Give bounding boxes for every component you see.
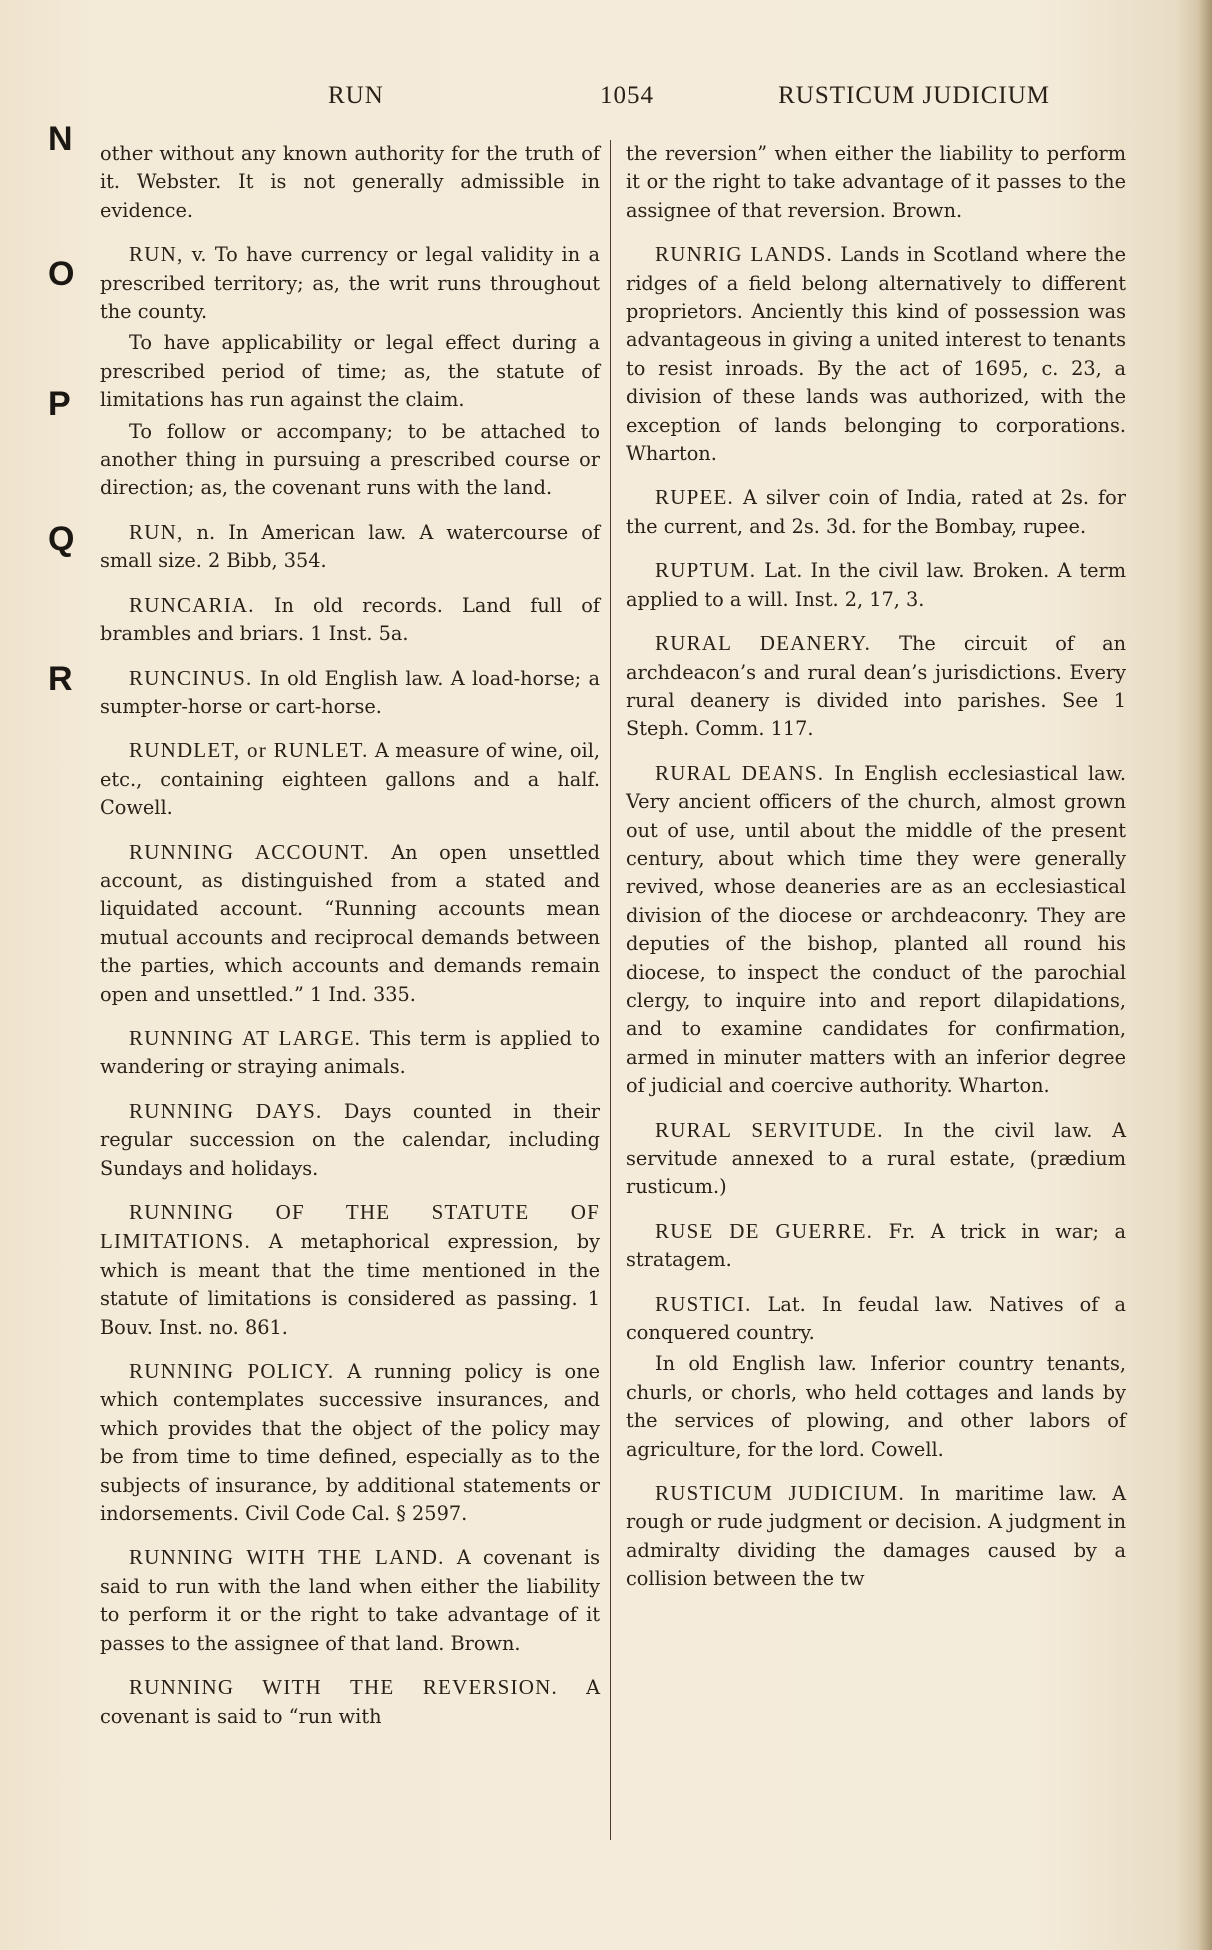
entry-definition: Days counted in their regular succession on the calendar, including Sundays and holidays.	[100, 1099, 600, 1180]
dictionary-entry	[100, 736, 600, 822]
entry-continuation: the reversion” when either the liability to perform it or the right to take advantage of it passes to the assignee of that reversion. Brown.	[626, 142, 1126, 222]
entry-sub-definition: To have applicability or legal effect during a prescribed period of time; as, the statute of limitations has run against the claim.	[100, 331, 600, 412]
entry-definition: In maritime law. A rough or rude judgment or decision. A judgment in admiralty dividing the damages caused by a collision between the tw	[626, 1482, 1126, 1591]
dictionary-entry	[100, 591, 600, 649]
entry-headword: RURAL SERVITUDE.	[655, 1117, 884, 1142]
entry-continuation: other without any known authority for the truth of it. Webster. It is not generally admissible in evidence.	[100, 142, 600, 222]
left-column	[100, 140, 600, 1746]
entry-headword: RUSTICI.	[655, 1291, 752, 1316]
entry-definition: An open unsettled account, as distinguished from a stated and liquidated account. “Running accounts mean mutual accounts and reciprocal demands between the parties, which accounts and demands remain open and unsettled.” 1 Ind. 335.	[100, 840, 600, 1006]
running-header	[100, 82, 1050, 118]
entry-headword: RUNCARIA.	[129, 592, 255, 617]
dictionary-entry	[100, 664, 600, 722]
entry-headword: RUNNING DAYS.	[129, 1098, 323, 1123]
dictionary-entry	[100, 838, 600, 1009]
thumb-index-letter[interactable]: Q	[48, 520, 75, 558]
entry-headword: RUPTUM.	[655, 558, 757, 583]
dictionary-entry	[626, 240, 1126, 468]
page-number: 1054	[600, 82, 654, 109]
dictionary-entry	[100, 1198, 600, 1342]
dictionary-entry	[626, 1479, 1126, 1594]
header-right-guideword: RUSTICUM JUDICIUM	[778, 82, 1050, 109]
entry-sub-definition: In old English law. Inferior country tenants, churls, or chorls, who held cottages and lands by the services of plowing, and other labors of agriculture, for the lord. Cowell.	[626, 1352, 1126, 1461]
entry-headword: RURAL DEANS.	[655, 760, 825, 785]
entry-definition: A covenant is said to “run with	[100, 1676, 600, 1728]
entry-headword: RUNNING WITH THE LAND.	[129, 1545, 445, 1570]
entry-headword: RUNNING OF THE STATUTE OF LIMITATIONS.	[100, 1200, 600, 1254]
dictionary-entry	[100, 1357, 600, 1528]
entry-definition: A measure of wine, oil, etc., containing eighteen gallons and a half. Cowell.	[100, 739, 600, 820]
dictionary-entry	[100, 518, 600, 576]
entry-headword: RUNCINUS.	[129, 665, 253, 690]
entry-definition: A silver coin of India, rated at 2s. for the current, and 2s. 3d. for the Bombay, rupee.	[626, 486, 1126, 538]
entry-headword: RUNNING WITH THE REVERSION.	[129, 1675, 558, 1700]
entry-definition: Lat. In feudal law. Natives of a conquered country.	[626, 1292, 1126, 1345]
entry-definition: This term is applied to wandering or straying animals.	[100, 1026, 600, 1079]
dictionary-entry	[626, 759, 1126, 1101]
dictionary-entry	[626, 1217, 1126, 1275]
entry-headword: RUNNING ACCOUNT.	[129, 839, 370, 864]
dictionary-entry	[626, 629, 1126, 744]
entry-headword: RUNDLET, or RUNLET.	[129, 738, 369, 763]
entry-definition: In old English law. A load-horse; a sumpter-horse or cart-horse.	[100, 666, 600, 718]
dictionary-entry	[100, 1097, 600, 1183]
dictionary-entry	[100, 1543, 600, 1658]
thumb-index-letter[interactable]: O	[48, 255, 75, 293]
entry-headword: RUNNING AT LARGE.	[129, 1025, 362, 1050]
entry-definition: In English ecclesiastical law. Very ancient officers of the church, almost grown out of use, until about the middle of the present century, about which time they were generally revived, whose deaneries are as an ecclesiastical division of the diocese or archdeaconry. They are deputies of the bishop, planted all round his diocese, to inspect the conduct of the parochial clergy, to inquire into and report dilapidations, and to examine candidates for confirmation, armed in minuter matters with an inferior degree of judicial and coercive authority. Wharton.	[626, 761, 1127, 1098]
entry-headword: RUPEE.	[655, 485, 734, 510]
page-edge	[1198, 0, 1212, 1950]
dictionary-entry	[626, 1116, 1126, 1202]
entry-headword: RURAL DEANERY.	[655, 631, 872, 656]
entry-definition: A running policy is one which contemplates successive insurances, and which provides that the object of the policy may be from time to time defined, especially as to the subjects of insurance, by additional statements or indorsements. Civil Code Cal. § 2597.	[100, 1360, 600, 1526]
entry-headword: RUNRIG LANDS.	[655, 242, 833, 267]
dictionary-entry	[100, 1024, 600, 1082]
right-column	[626, 140, 1126, 1609]
entry-headword: RUN,	[129, 519, 184, 544]
entry-definition: Fr. A trick in war; a stratagem.	[626, 1219, 1126, 1272]
entry-sub-definition: To follow or accompany; to be attached to another thing in pursuing a prescribed course or direction; as, the covenant runs with the land.	[100, 419, 600, 500]
dictionary-entry	[626, 483, 1126, 541]
dictionary-entry	[626, 1290, 1126, 1348]
entry-definition: In old records. Land full of brambles and briars. 1 Inst. 5a.	[100, 593, 600, 646]
entry-headword: RUSE DE GUERRE.	[655, 1218, 874, 1243]
entry-definition: n. In American law. A watercourse of small size. 2 Bibb, 354.	[100, 520, 600, 573]
entry-definition: The circuit of an archdeacon’s and rural dean’s jurisdictions. Every rural deanery is divided into parishes. See 1 Steph. Comm. 117.	[626, 632, 1126, 741]
thumb-index-letter[interactable]: N	[48, 120, 73, 158]
entry-headword: RUNNING POLICY.	[129, 1359, 335, 1384]
entry-definition: Lands in Scotland where the ridges of a field belong alternatively to different proprietors. Anciently this kind of possession was advantageous in giving a united interest to tenants to resist inroads. By the act of 1695, c. 23, a division of these lands was authorized, with the exception of lands belonging to corporations. Wharton.	[626, 243, 1126, 466]
dictionary-entry	[100, 240, 600, 326]
column-divider	[610, 140, 611, 1840]
entry-definition: v. To have currency or legal validity in a prescribed territory; as, the writ runs throughout the county.	[100, 243, 600, 324]
header-left-guideword: RUN	[328, 82, 384, 109]
entry-headword: RUN,	[129, 242, 184, 267]
dictionary-entry	[100, 1673, 600, 1731]
entry-definition: Lat. In the civil law. Broken. A term applied to a will. Inst. 2, 17, 3.	[626, 559, 1126, 611]
entry-definition: A metaphorical expression, by which is meant that the time mentioned in the statute of limitations is considered as passing. 1 Bouv. Inst. no. 861.	[100, 1230, 600, 1339]
entry-headword: RUSTICUM JUDICIUM.	[655, 1481, 905, 1506]
thumb-index	[48, 120, 88, 1020]
thumb-index-letter[interactable]: R	[48, 660, 73, 698]
dictionary-entry	[626, 556, 1126, 614]
thumb-index-letter[interactable]: P	[48, 385, 71, 423]
entry-definition: In the civil law. A servitude annexed to a rural estate, (prædium rusticum.)	[626, 1118, 1126, 1199]
entry-definition: A covenant is said to run with the land when either the liability to perform it or the right to take advantage of it passes to the assignee of that land. Brown.	[100, 1546, 600, 1655]
